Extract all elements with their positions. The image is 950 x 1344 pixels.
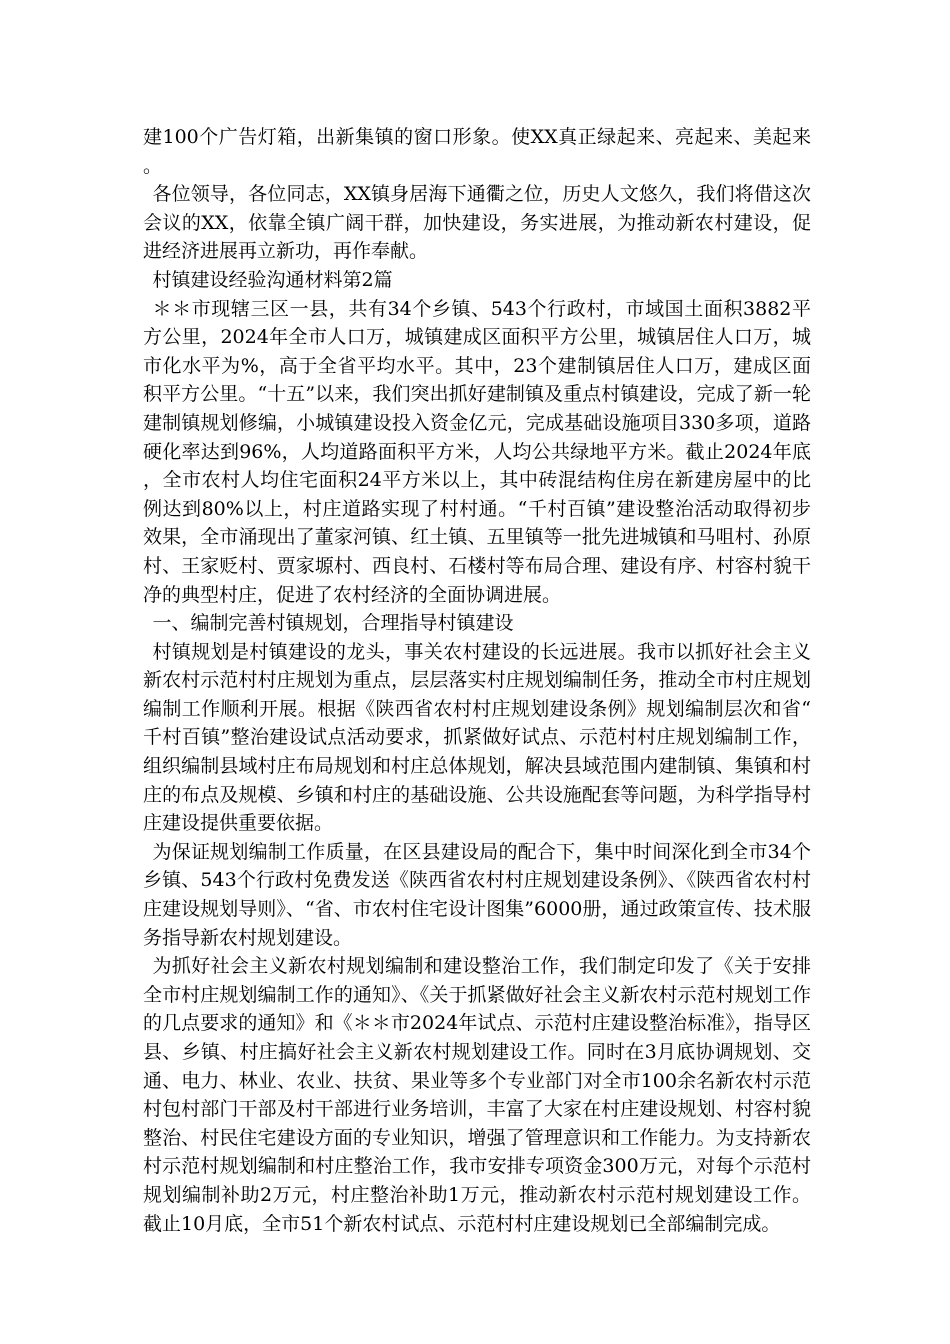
paragraph-6: 为抓好社会主义新农村规划编制和建设整治工作，我们制定印发了《关于安排全市村庄规划编制工作的通知》、《关于抓紧做好社会主义新农村示范村规划工作的几点要求的通知》和《＊＊市2024年试点、示范村庄建设整治标准》，指导区县、乡镇、村庄搞好社会主义新农村规划建设工作。同时在3月底协调规划、交通、电力、林业、农业、扶贫、果业等多个专业部门对全市100余名新农村示范村包村部门干部及村干部进行业务培训，丰富了大家在村庄建设规划、村容村貌整治、村民住宅建设方面的专业知识，增强了管理意识和工作能力。为支持新农村示范村规划编制和村庄整治工作，我市安排专项资金300万元，对每个示范村规划编制补助2万元，村庄整治补助1万元，推动新农村示范村规划建设工作。截止10月底，全市51个新农村试点、示范村村庄建设规划已全部编制完成。 [143,955,811,1235]
paragraph-1: 建100个广告灯箱，出新集镇的窗口形象。使XX真正绿起来、亮起来、美起来。 [143,126,811,177]
paragraph-2: 各位领导，各位同志，XX镇身居海下通衢之位，历史人文悠久，我们将借这次会议的XX，依靠全镇广阔干群，加快建设，务实进展，为推动新农村建设，促进经济进展再立新功，再作奉献。 [143,183,811,263]
section-heading-1: 一、编制完善村镇规划，合理指导村镇建设 [152,612,514,635]
paragraph-5: 为保证规划编制工作质量，在区县建设局的配合下，集中时间深化到全市34个乡镇、543个行政村免费发送《陕西省农村村庄规划建设条例》、《陕西省农村村庄建设规划导则》、“省、市农村住宅设计图集”6000册，通过政策宣传、技术服务指导新农村规划建设。 [143,840,811,949]
paragraph-4: 村镇规划是村镇建设的龙头，事关农村建设的长远进展。我市以抓好社会主义新农村示范村村庄规划为重点，层层落实村庄规划编制任务，推动全市村庄规划编制工作顺利开展。根据《陕西省农村村庄规划建设条例》规划编制层次和省“千村百镇”整治建设试点活动要求，抓紧做好试点、示范村村庄规划编制工作，组织编制县域村庄布局规划和村庄总体规划，解决县域范围内建制镇、集镇和村庄的布点及规模、乡镇和村庄的基础设施、公共设施配套等问题，为科学指导村庄建设提供重要依据。 [143,640,811,835]
section-title: 村镇建设经验沟通材料第2篇 [152,268,393,291]
document-page [143,123,811,1238]
paragraph-3: ＊＊市现辖三区一县，共有34个乡镇、543个行政村，市域国土面积3882平方公里，2024年全市人口万，城镇建成区面积平方公里，城镇居住人口万，城市化水平为%，高于全省平均水平。其中，23个建制镇居住人口万，建成区面积平方公里。“十五”以来，我们突出抓好建制镇及重点村镇建设，完成了新一轮建制镇规划修编，小城镇建设投入资金亿元，完成基础设施项目330多项，道路硬化率达到96%，人均道路面积平方米，人均公共绿地平方米。截止2024年底，全市农村人均住宅面积24平方米以上，其中砖混结构住房在新建房屋中的比例达到80%以上，村庄道路实现了村村通。“千村百镇”建设整治活动取得初步效果，全市涌现出了董家河镇、红土镇、五里镇等一批先进城镇和马咀村、孙原村、王家贬村、贾家塬村、西良村、石楼村等布局合理、建设有序、村容村貌干净的典型村庄，促进了农村经济的全面协调进展。 [143,297,811,606]
